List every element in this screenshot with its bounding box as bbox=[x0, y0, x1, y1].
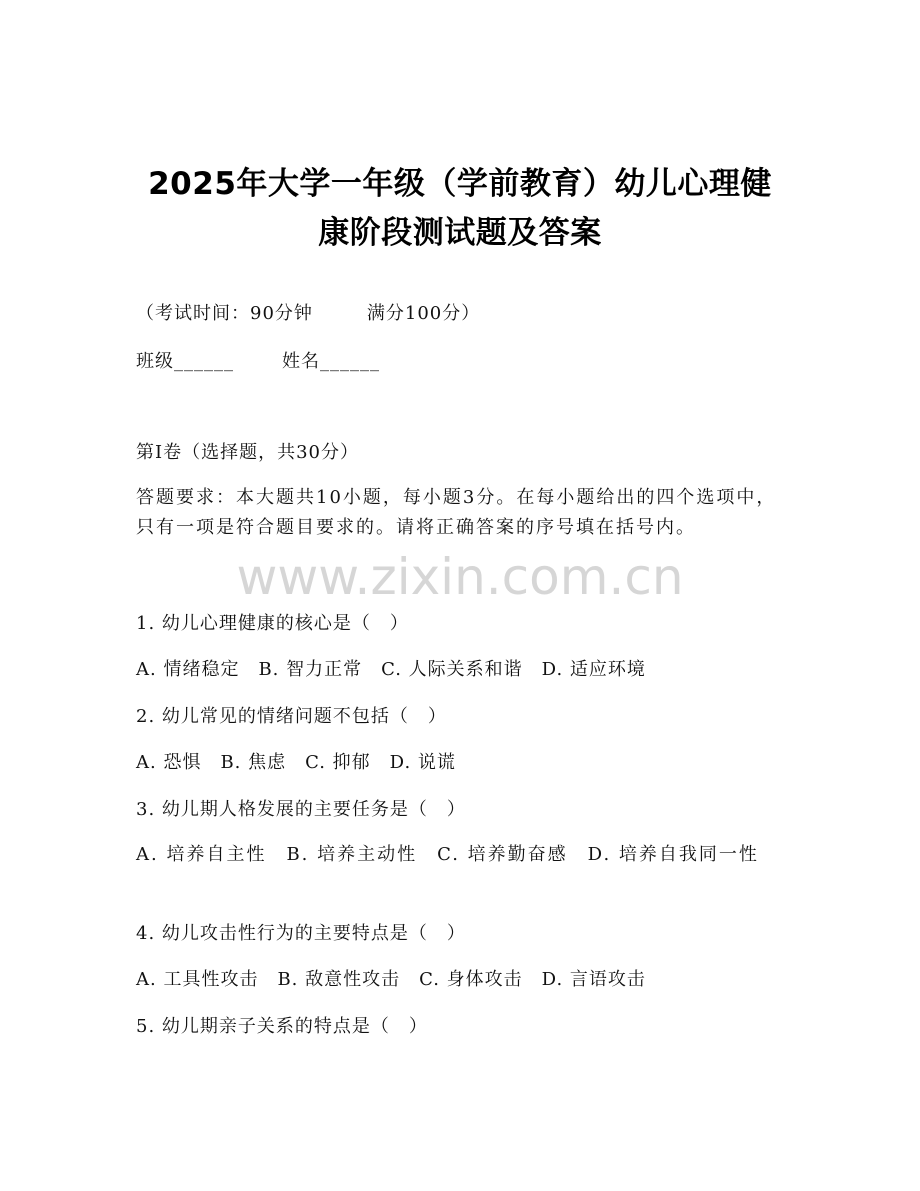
question-5-stem: 5. 幼儿期亲子关系的特点是（ ） bbox=[136, 1016, 428, 1037]
question-4-stem: 4. 幼儿攻击性行为的主要特点是（ ） bbox=[136, 923, 466, 944]
question-3-stem: 3. 幼儿期人格发展的主要任务是（ ） bbox=[136, 799, 466, 820]
question-2-options: A. 恐惧 B. 焦虑 C. 抑郁 D. 说谎 bbox=[136, 752, 456, 773]
exam-full-score: 满分100分） bbox=[366, 303, 481, 324]
student-fields bbox=[136, 350, 786, 374]
question-3-options: A. 培养自主性 B. 培养主动性 C. 培养勤奋感 D. 培养自我同一性 bbox=[136, 844, 759, 865]
question-1-options: A. 情绪稳定 B. 智力正常 C. 人际关系和谐 D. 适应环境 bbox=[136, 659, 646, 680]
class-field: 班级______ bbox=[136, 351, 234, 372]
document-title-line-1: 2025年大学一年级（学前教育）幼儿心理健 bbox=[148, 166, 772, 202]
section-title: 第Ⅰ卷（选择题，共30分） bbox=[136, 442, 360, 463]
question-4-options: A. 工具性攻击 B. 敌意性攻击 C. 身体攻击 D. 言语攻击 bbox=[136, 969, 646, 990]
question-1-stem: 1. 幼儿心理健康的核心是（ ） bbox=[136, 613, 409, 634]
answer-instructions: 答题要求：本大题共10小题，每小题3分。在每小题给出的四个选项中，只有一项是符合题目要求的。请将正确答案的序号填在括号内。 bbox=[136, 487, 777, 538]
name-field: 姓名______ bbox=[282, 351, 380, 372]
exam-info bbox=[136, 302, 786, 326]
document-title-line-2: 康阶段测试题及答案 bbox=[318, 215, 602, 251]
exam-time: （考试时间：90分钟 bbox=[136, 303, 313, 324]
question-2-stem: 2. 幼儿常见的情绪问题不包括（ ） bbox=[136, 706, 447, 727]
watermark: www.zixin.com.cn bbox=[236, 548, 684, 606]
